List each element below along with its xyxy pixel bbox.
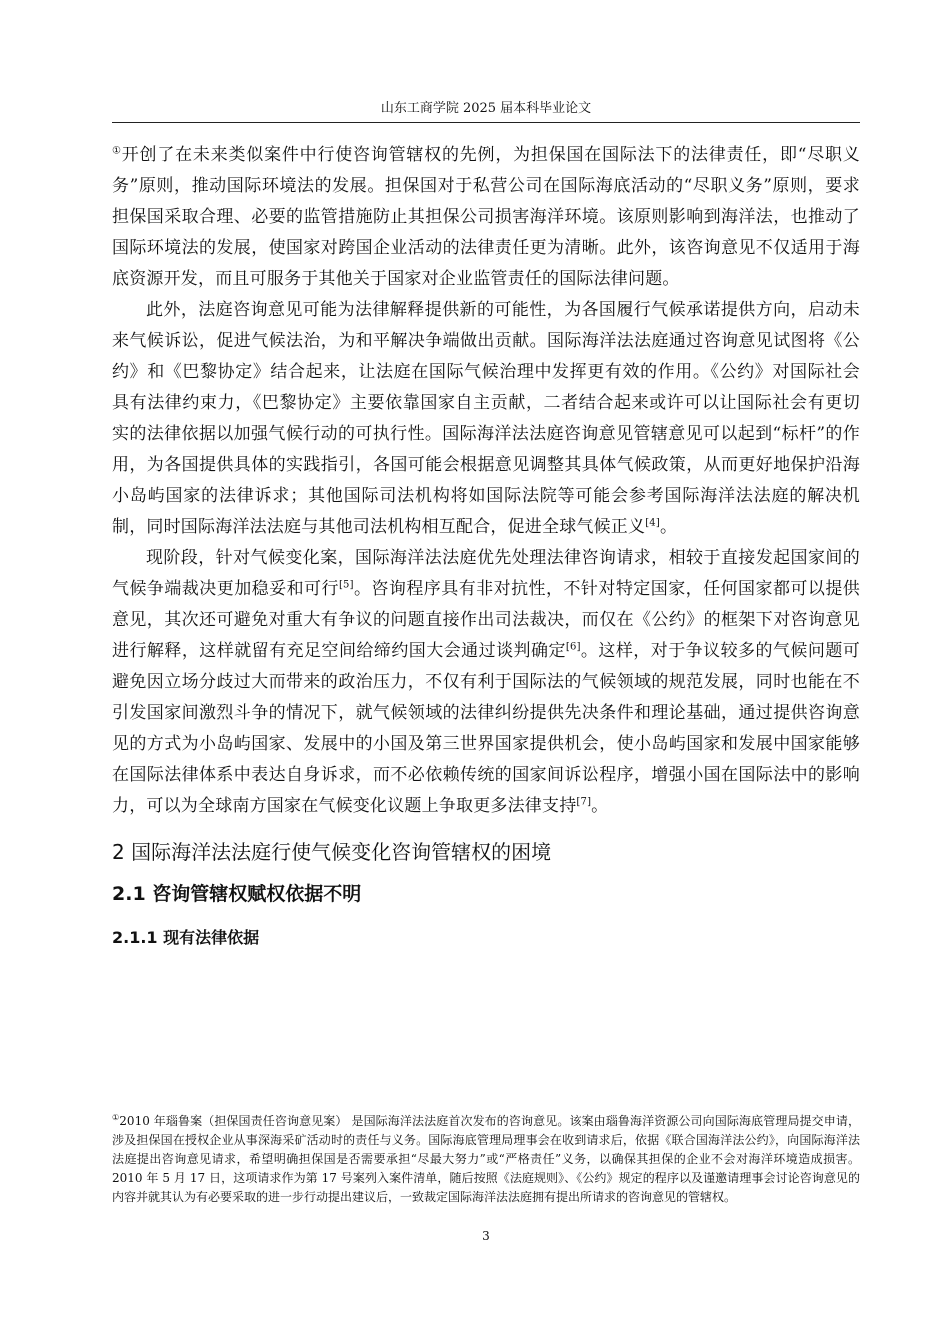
main-body bbox=[112, 140, 860, 956]
footnote bbox=[112, 1112, 860, 1207]
citation-5[interactable]: [5] bbox=[338, 579, 354, 591]
running-header: 山东工商学院 2025 届本科毕业论文 bbox=[380, 101, 592, 116]
citation-6[interactable]: [6] bbox=[565, 641, 581, 653]
citation-4[interactable]: [4] bbox=[645, 517, 660, 529]
paragraph-1 bbox=[112, 140, 860, 295]
footnote-ref-mark[interactable]: ① bbox=[112, 145, 122, 157]
paragraph-2-text: 此外，法庭咨询意见可能为法律解释提供新的可能性，为各国履行气候承诺提供方向，启动未来气候诉讼，促进气候法治，为和平解决争端做出贡献。国际海洋法法庭通过咨询意见试图将《公约》和《巴黎协定》结合起来，让法庭在国际气候治理中发挥更有效的作用。《公约》对国际社会具有法律约束力，《巴黎协定》主要依靠国家自主贡献，二者结合起来或许可以让国际社会有更切实的法律依据以加强气候行动的可执行性。国际海洋法法庭咨询意见管辖意见可以起到“标杆”的作用，为各国提供具体的实践指引，各国可能会根据意见调整其具体气候政策，从而更好地保护沿海小岛屿国家的法律诉求；其他国际司法机构将如国际法院等可能会参考国际海洋法法庭的解决机制，同时国际海洋法法庭与其他司法机构相互配合，促进全球气候正义 bbox=[112, 300, 860, 537]
paragraph-3-text-a: 现阶段，针对气候变化案，国际海洋法法庭优先处理法律咨询请求，相较于直接发起国家间的气候争端裁决更加稳妥和可行 bbox=[112, 548, 860, 599]
footnote-mark: ① bbox=[112, 1113, 120, 1122]
subsection-heading-2-1: 2.1 咨询管辖权赋权依据不明 bbox=[112, 883, 362, 905]
paragraph-3-text-b: 。咨询程序具有非对抗性，不针对特定国家，任何国家都可以提供意见，其次还可避免对重大有争议的问题直接作出司法裁决，而仅在《公约》的框架下对咨询意见进行解释，这样就留有充足空间给缔约国大会通过谈判确定 bbox=[112, 579, 860, 661]
paragraph-3-text-c: 。这样，对于争议较多的气候问题可避免因立场分歧过大而带来的政治压力，不仅有利于国际法的气候领域的规范发展，同时也能在不引发国家间激烈斗争的情况下，就气候领域的法律纠纷提供先决条件和理论基础，通过提供咨询意见的方式为小岛屿国家、发展中的小国及第三世界国家提供机会，使小岛屿国家和发展中国家能够在国际法律体系中表达自身诉求，而不必依赖传统的国家间诉讼程序，增强小国在国际法中的影响力，可以为全球南方国家在气候变化议题上争取更多法律支持 bbox=[112, 641, 860, 816]
header-rule bbox=[112, 122, 860, 123]
citation-7[interactable]: [7] bbox=[576, 796, 592, 808]
footnote-text: 2010 年瑙鲁案（担保国责任咨询意见案） 是国际海洋法法庭首次发布的咨询意见。该案由瑙鲁海洋资源公司向国际海底管理局提交申请，涉及担保国在授权企业从事深海采矿活动时的责任与义务。国际海底管理局理事会在收到请求后，依据《联合国海洋法公约》，向国际海洋法法庭提出咨询意见请求，希望明确担保国是否需要承担“尽最大努力”或“严格责任”义务，以确保其担保的企业不会对海洋环境造成损害。2010 年 5 月 17 日，这项请求作为第 17 号案列入案件清单，随后按照《法庭规则》、《公约》规定的程序以及谨邀请理事会讨论咨询意见的内容并就其认为有必要采取的进一步行动提出建议后，一致裁定国际海洋法法庭拥有提出所请求的咨询意见的管辖权。 bbox=[112, 1114, 861, 1204]
paragraph-1-text: 开创了在未来类似案件中行使咨询管辖权的先例，为担保国在国际法下的法律责任，即“尽职义务”原则，推动国际环境法的发展。担保国对于私营公司在国际海底活动的“尽职义务”原则，要求担保国采取合理、必要的监管措施防止其担保公司损害海洋环境。该原则影响到海洋法，也推动了国际环境法的发展，使国家对跨国企业活动的法律责任更为清晰。此外，该咨询意见不仅适用于海底资源开发，而且可服务于其他关于国家对企业监管责任的国际法律问题。 bbox=[112, 145, 860, 289]
paragraph-2-tail: 。 bbox=[659, 517, 678, 537]
page-number: 3 bbox=[482, 1229, 490, 1243]
paragraph-3 bbox=[112, 543, 860, 822]
subsubsection-heading-2-1-1: 2.1.1 现有法律依据 bbox=[112, 928, 260, 947]
paragraph-3-text-d: 。 bbox=[591, 796, 609, 816]
section-heading-2: 2 国际海洋法法庭行使气候变化咨询管辖权的困境 bbox=[112, 840, 552, 864]
paragraph-2 bbox=[112, 295, 860, 543]
